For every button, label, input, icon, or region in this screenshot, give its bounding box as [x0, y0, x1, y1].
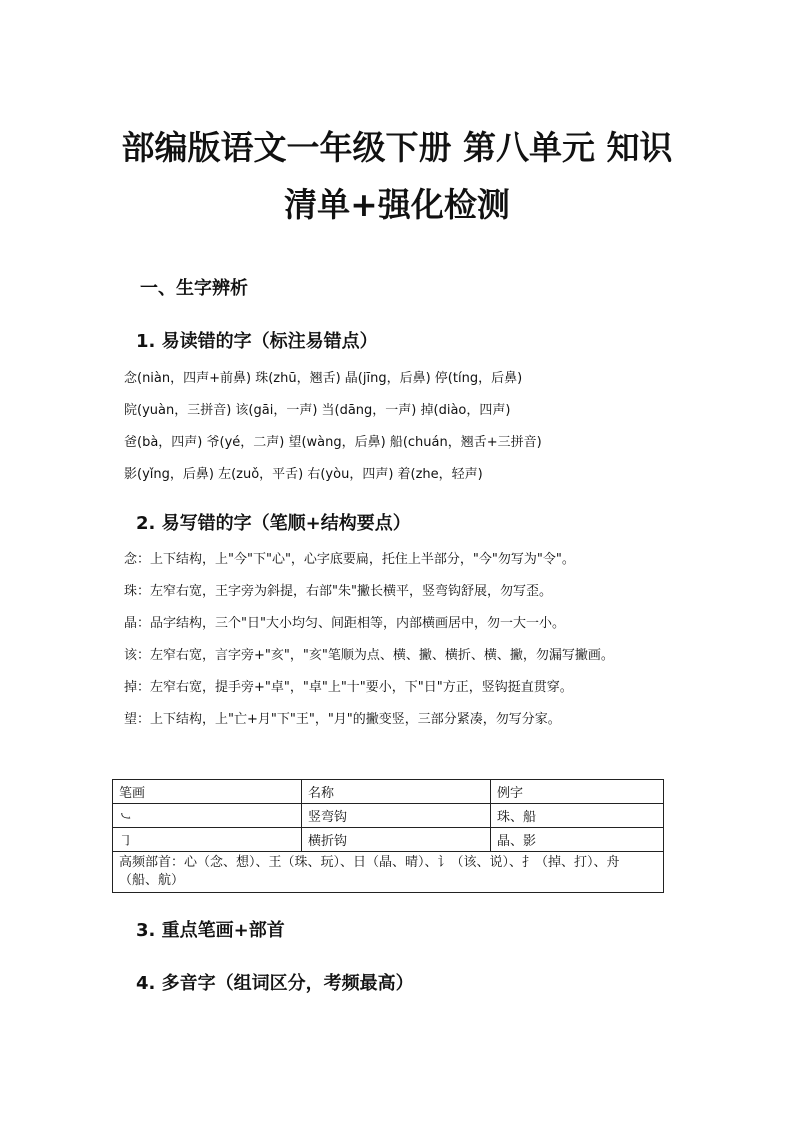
pinyin-line: 影(yǐng，后鼻) 左(zuǒ，平舌) 右(yòu，四声) 着(zhe，轻声) [124, 467, 483, 482]
table-cell: 竖弯钩 [302, 804, 491, 828]
subheading-polyphonic: 4. 多音字（组词区分，考频最高） [136, 973, 414, 994]
writing-tip [124, 676, 573, 695]
page-title-line1: 部编版语文一年级下册 第八单元 知识 [121, 128, 673, 167]
table-cell: 珠、船 [491, 804, 664, 828]
subheading-strokes-radicals: 3. 重点笔画+部首 [136, 920, 285, 941]
pinyin-line: 院(yuàn，三拼音) 该(gāi，一声) 当(dāng，一声) 掉(diào，四声) [124, 403, 511, 418]
writing-tip-char: 珠： [124, 584, 151, 599]
table-row [113, 804, 664, 828]
table-note: 高频部首：心（念、想）、王（珠、玩）、日（晶、晴）、讠（该、说）、扌（掉、打）、舟（船、航） [113, 852, 664, 893]
writing-tip-text: 左窄右宽，王字旁为斜提，右部"朱"撇长横平，竖弯钩舒展，勿写歪。 [150, 584, 552, 599]
strokes-radicals-table [112, 779, 664, 893]
section-heading-characters: 一、生字辨析 [140, 278, 248, 299]
table-row [113, 828, 664, 852]
writing-tip [124, 580, 552, 599]
table-cell: 横折钩 [302, 828, 491, 852]
table-header-cell: 例字 [491, 780, 664, 804]
writing-tip-text: 品字结构，三个"日"大小均匀、间距相等，内部横画居中，勿一大一小。 [150, 616, 565, 631]
pinyin-line: 念(niàn，四声+前鼻) 珠(zhū，翘舌) 晶(jīng，后鼻) 停(tíng，后鼻) [124, 371, 523, 386]
writing-tip-char: 晶： [124, 616, 151, 631]
table-note-row [113, 852, 664, 893]
writing-tip-text: 左窄右宽，言字旁+"亥"，"亥"笔顺为点、横、撇、横折、横、撇，勿漏写撇画。 [150, 648, 614, 663]
writing-tip-text: 左窄右宽，提手旁+"卓"，"卓"上"十"要小，下"日"方正，竖钩挺直贯穿。 [150, 680, 573, 695]
table-cell: ㇃ [113, 804, 302, 828]
table-header-cell: 名称 [302, 780, 491, 804]
writing-tip-char: 念： [124, 552, 151, 567]
subheading-miswritten-characters: 2. 易写错的字（笔顺+结构要点） [136, 513, 411, 534]
writing-tip-char: 望： [124, 712, 151, 727]
writing-tip [124, 708, 561, 727]
writing-tip-char: 该： [124, 648, 151, 663]
writing-tip [124, 548, 575, 567]
table-cell: 晶、影 [491, 828, 664, 852]
writing-tip [124, 612, 565, 631]
pinyin-line: 爸(bà，四声) 爷(yé，二声) 望(wàng，后鼻) 船(chuán，翘舌+三拼音) [124, 435, 542, 450]
writing-tip-text: 上下结构，上"今"下"心"，心字底要扁，托住上半部分，"今"勿写为"令"。 [150, 552, 575, 567]
table-header-cell: 笔画 [113, 780, 302, 804]
table-header-row [113, 780, 664, 804]
subheading-misread-characters: 1. 易读错的字（标注易错点） [136, 331, 378, 352]
writing-tip-text: 上下结构，上"亡+月"下"王"，"月"的撇变竖，三部分紧凑，勿写分家。 [150, 712, 561, 727]
writing-tip-char: 掉： [124, 680, 151, 695]
page-title-line2: 清单+强化检测 [284, 185, 510, 224]
table-cell: ㇆ [113, 828, 302, 852]
writing-tip [124, 644, 614, 663]
